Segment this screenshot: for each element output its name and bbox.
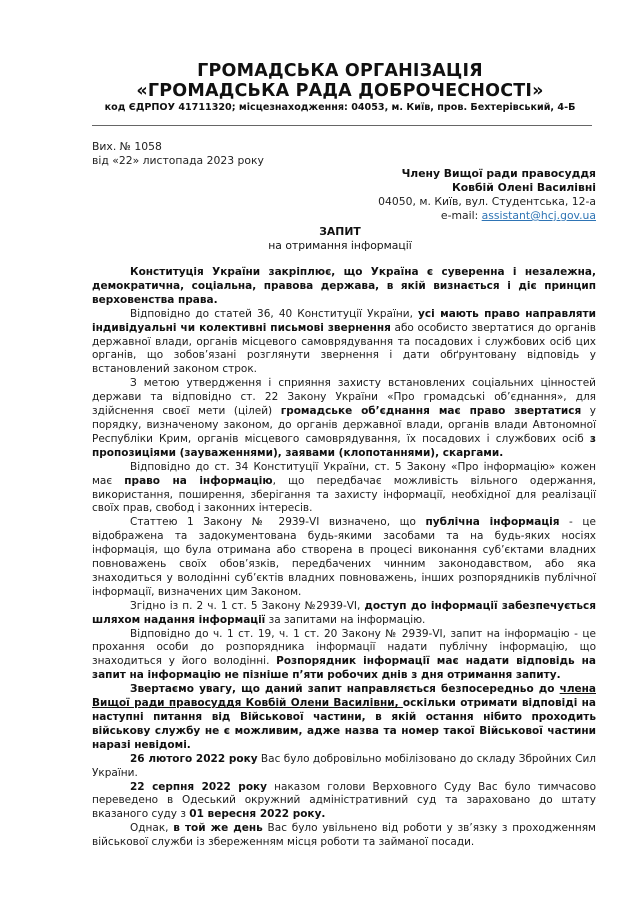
addressee-address: 04050, м. Київ, вул. Студентська, 12-а — [378, 195, 596, 208]
paragraph-constitution: Конституція України закріплює, що Україна є суверенна і незалежна, демократична, соціальна, правова держава, в якій визнається і діє принцип верховенства права. — [92, 266, 596, 306]
document-body — [92, 266, 596, 850]
addressee-position: Члену Вищої ради правосуддя — [401, 167, 596, 180]
outgoing-number: Вих. № 1058 — [92, 140, 162, 153]
outgoing-date: від «22» листопада 2023 року — [92, 154, 264, 167]
header-divider — [92, 125, 592, 126]
outgoing-reference — [92, 140, 264, 168]
addressee-name: Ковбій Олені Василівні — [451, 181, 596, 194]
request-subtitle: на отримання інформації — [268, 239, 412, 252]
paragraph-public-associations: З метою утвердження і сприяння захисту встановлених соціальних цінностей держави та відповідно ст. 22 Закону України «Про громадські об’єднання», для здійснення своєї мети (цілей) громадське об’єднання має право звертатися у порядку, визначеному законом, до органів державної влади, органів влади Автономної Республіки Крим, органів місцевого самоврядування, їх посадових і службових осіб з пропозиціями (зауваженнями), заявами (клопотаннями), скаргами. — [92, 377, 597, 459]
paragraph-request-deadline: Відповідно до ч. 1 ст. 19, ч. 1 ст. 20 Закону № 2939-VI, запит на інформацію - це прохання особи до розпорядника інформації надати публічну інформацію, що знаходиться у його володінні. Розпорядник інформації має надати відповідь на запит на інформацію не пізніше п’яти робочих днів з дня отримання запиту. — [92, 627, 596, 682]
paragraph-attention: Звертаємо увагу, що даний запит направляється безпосередньо до члена Вищої ради правосуддя Ковбій Олени Василівни, оскільки отримати відповіді на наступні питання від Військової частини, в якій остання нібито проходить військову службу не є можливим, адже назва та номер такої Військової частини наразі невідомі. — [92, 683, 596, 751]
paragraph-appeals-right: Відповідно до статей 36, 40 Конституції України, усі мають право направляти індивідуальні чи колективні письмові звернення або особисто звертатися до органів державної влади, органів місцевого самоврядування та посадових і службових осіб цих органів, що зобов’язані розглянути звернення і дати обґрунтовану відповідь у встановлений законом строк. — [92, 307, 596, 376]
org-name-line1: ГРОМАДСЬКА ОРГАНІЗАЦІЯ — [197, 61, 483, 81]
paragraph-mobilization: 26 лютого 2022 року Вас було добровільно мобілізовано до складу Збройних Сил України. — [92, 752, 596, 779]
org-name-line2: «ГРОМАДСЬКА РАДА ДОБРОЧЕСНОСТІ» — [136, 81, 544, 101]
addressee-email-line — [378, 209, 596, 223]
paragraph-release: Однак, в той же день Вас було увільнено від роботи у зв’язку з проходженням військової служби із збереженням місця роботи та займаної посади. — [92, 822, 596, 849]
paragraph-right-to-information: Відповідно до ст. 34 Конституції України, ст. 5 Закону «Про інформацію» кожен має право на інформацію, що передбачає можливість вільного одержання, використання, поширення, зберігання та захисту інформації, необхідної для реалізації своїх прав, свобод і законних інтересів. — [92, 460, 596, 515]
email-link[interactable]: assistant@hcj.gov.ua — [481, 209, 596, 222]
addressee-block — [378, 167, 596, 223]
paragraph-transfer: 22 серпня 2022 року наказом голови Верховного Суду Вас було тимчасово переведено в Одеський окружний адміністративний суд та зараховано до штату вказаного суду з 01 вересня 2022 року. — [92, 780, 596, 821]
request-title: ЗАПИТ — [319, 225, 361, 238]
request-heading — [80, 225, 600, 253]
org-details: код ЄДРПОУ 41711320; місцезнаходження: 04053, м. Київ, пров. Бехтерівський, 4-Б — [104, 102, 576, 113]
paragraph-public-information: Статтею 1 Закону № 2939-VI визначено, що публічна інформація - це відображена та задокументована будь-якими засобами та на будь-яких носіях інформація, що була отримана або створена в процесі виконання суб’єктами владних повноважень своїх обов’язків, передбачених чинним законодавством, або яка знаходиться у володінні суб’єктів владних повноважень, інших розпорядників публічної інформації, визначених цим Законом. — [92, 516, 596, 598]
email-label: e-mail: — [440, 209, 482, 222]
paragraph-access: Згідно із п. 2 ч. 1 ст. 5 Закону №2939-VI, доступ до інформації забезпечується шляхом надання інформації за запитами на інформацію. — [92, 599, 596, 626]
